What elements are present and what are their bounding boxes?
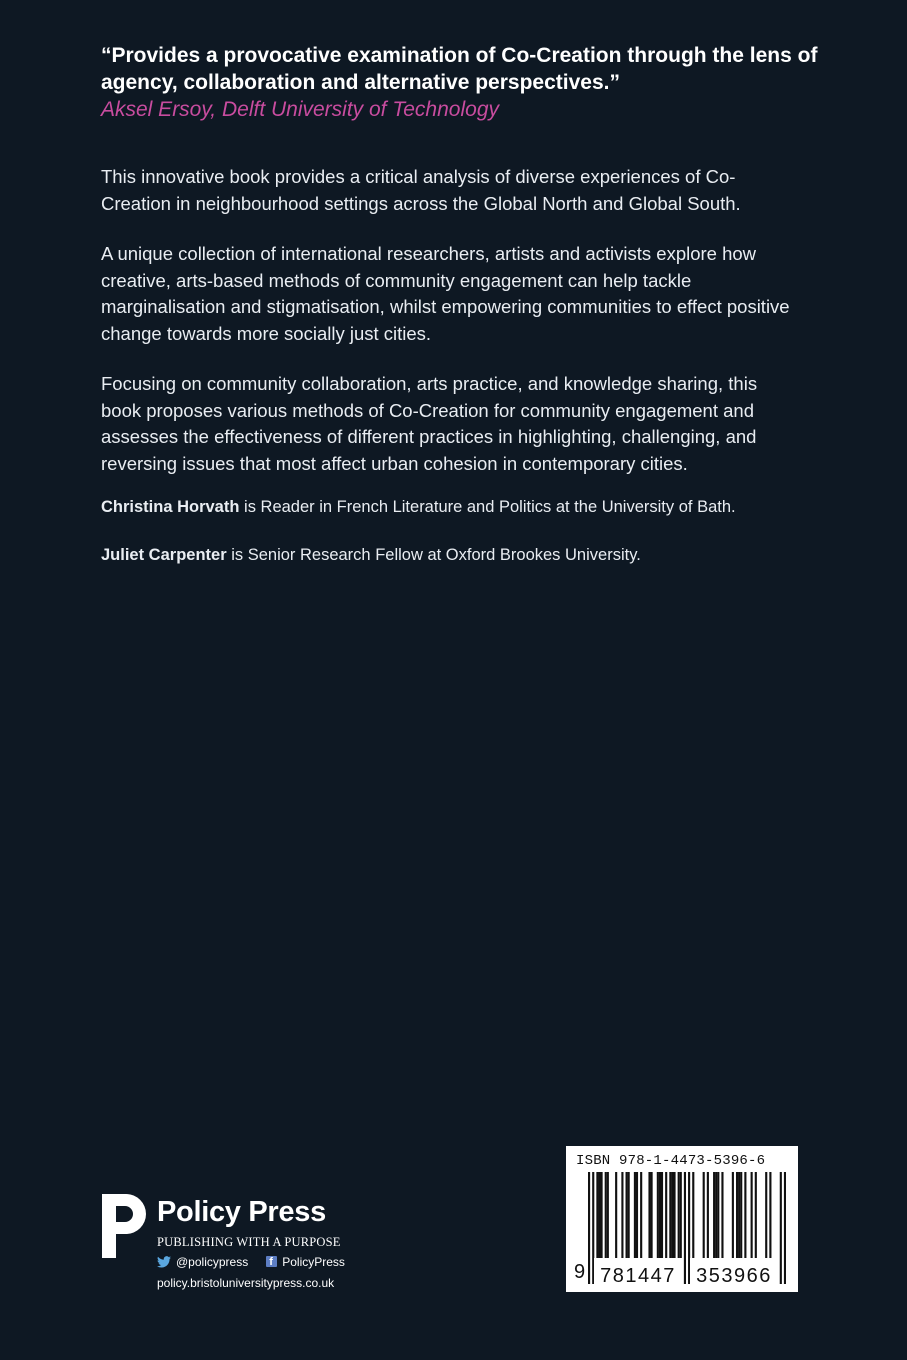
isbn-label: ISBN 978-1-4473-5396-6 <box>576 1153 766 1169</box>
author-name-2: Juliet Carpenter <box>101 546 227 564</box>
barcode-bar <box>648 1172 650 1272</box>
barcode-digits-right: 353966 <box>696 1265 772 1287</box>
barcode-digits-left: 781447 <box>600 1265 676 1287</box>
barcode-bar <box>678 1172 680 1272</box>
twitter-bird-icon <box>157 1256 171 1268</box>
barcode-bar <box>732 1172 734 1272</box>
barcode-bar <box>680 1172 682 1272</box>
description-paragraph-2: A unique collection of international researchers, artists and activists explore how creative, arts-based methods of community engagement can help tackle marginalisation and stigmatisation, whilst empowering communities to effect positive change towards more socially just cities. <box>101 243 790 344</box>
twitter-handle: @policypress <box>176 1254 249 1269</box>
barcode-bar <box>713 1172 715 1272</box>
facebook-handle: PolicyPress <box>282 1254 345 1269</box>
book-description <box>101 164 791 591</box>
barcode-bar <box>738 1172 740 1272</box>
author-bio-text-1: is Reader in French Literature and Politics at the University of Bath. <box>239 498 736 516</box>
barcode-bar <box>721 1172 723 1272</box>
barcode-bar <box>769 1172 771 1272</box>
barcode-bar <box>605 1172 607 1272</box>
barcode-bar <box>736 1172 738 1272</box>
barcode-bar <box>626 1172 628 1272</box>
author-bio-1 <box>101 495 791 519</box>
barcode-bar <box>703 1172 705 1272</box>
barcode-digits <box>588 1258 786 1288</box>
description-paragraph-1: This innovative book provides a critical analysis of diverse experiences of Co-Creation in neighbourhood settings across the Global North and Global South. <box>101 166 741 214</box>
publisher-social <box>157 1253 345 1269</box>
barcode-bar <box>765 1172 767 1272</box>
barcode-bar <box>755 1172 757 1272</box>
isbn-barcode <box>566 1146 798 1292</box>
barcode-bar <box>657 1172 659 1272</box>
barcode-bar <box>717 1172 719 1272</box>
barcode-bar <box>636 1172 638 1272</box>
barcode-bar <box>715 1172 717 1272</box>
barcode-bar <box>596 1172 598 1272</box>
barcode-bar <box>598 1172 600 1272</box>
barcode-bar <box>751 1172 753 1272</box>
barcode-lead-digit: 9 <box>574 1261 586 1283</box>
barcode-bar <box>673 1172 675 1272</box>
author-bio-text-2: is Senior Research Fellow at Oxford Brookes University. <box>226 546 641 564</box>
barcode-bar <box>640 1172 642 1272</box>
policy-press-logo-icon <box>100 1192 148 1260</box>
barcode-bar <box>744 1172 746 1272</box>
barcode-bar <box>628 1172 630 1272</box>
publisher-tagline: PUBLISHING WITH A PURPOSE <box>157 1235 341 1249</box>
barcode-bar <box>601 1172 603 1272</box>
barcode-bar <box>707 1172 709 1272</box>
barcode-bar <box>669 1172 671 1272</box>
author-bio-2 <box>101 543 791 567</box>
barcode-bar <box>615 1172 617 1272</box>
endorsement-quote: “Provides a provocative examination of Co-Creation through the lens of agency, collaboration and alternative perspectives.” <box>101 44 818 94</box>
description-paragraph-3: Focusing on community collaboration, arts practice, and knowledge sharing, this book proposes various methods of Co-Creation for community engagement and assesses the effectiveness of different practices in highlighting, challenging, and reversing issues that most affect urban cohesion in contemporary cities. <box>101 373 758 474</box>
barcode-bar <box>671 1172 673 1272</box>
barcode-bar <box>621 1172 623 1272</box>
facebook-icon <box>266 1256 277 1267</box>
barcode-bar <box>634 1172 636 1272</box>
barcode-bar <box>692 1172 694 1272</box>
barcode-bar <box>740 1172 742 1272</box>
barcode-bar <box>607 1172 609 1272</box>
publisher-name: Policy Press <box>157 1196 326 1228</box>
barcode-bar <box>651 1172 653 1272</box>
barcode-bar <box>659 1172 661 1272</box>
barcode-bar <box>661 1172 663 1272</box>
publisher-url: policy.bristoluniversitypress.co.uk <box>157 1276 335 1290</box>
barcode-bar <box>665 1172 667 1272</box>
publisher-block <box>100 1192 420 1312</box>
author-name-1: Christina Horvath <box>101 498 240 516</box>
endorsement-attribution: Aksel Ersoy, Delft University of Technology <box>101 98 499 121</box>
